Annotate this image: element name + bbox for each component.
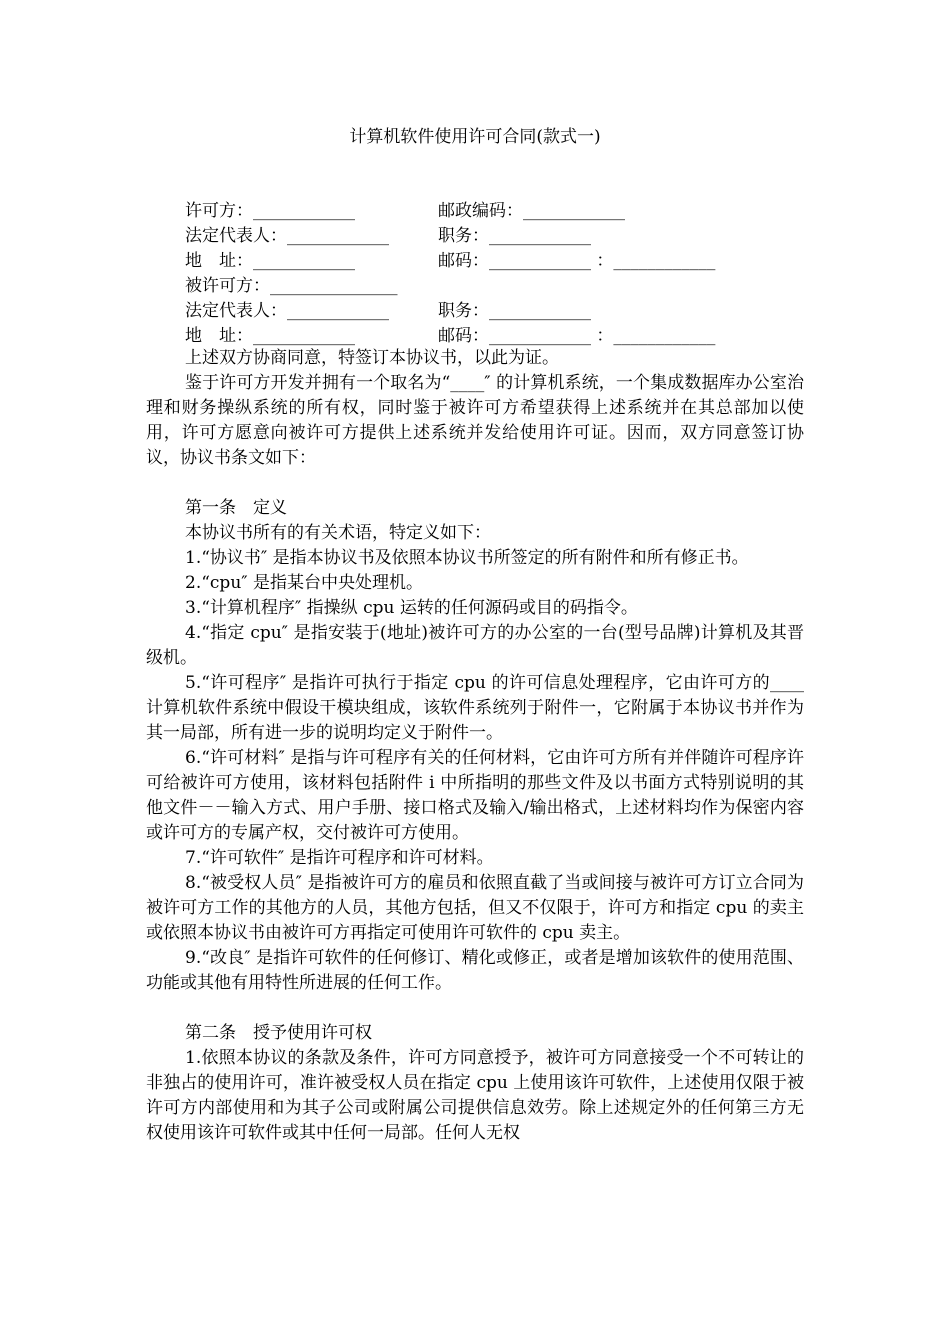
article-paragraph: 8.“被受权人员″ 是指被许可方的雇员和依照直截了当或间接与被许可方订立合同为被许可方工作的其他方的人员，其他方包括，但又不仅限于，许可方和指定 cpu 的卖主或依照本协议书由被许可方再指定可使用许可软件的 cpu 卖主。 [146,873,804,943]
field-row [185,199,825,224]
address-field: 地 址：____________ [185,251,355,271]
article-paragraph: 1.依照本协议的条款及条件，许可方同意授予，被许可方同意接受一个不可转让的非独占的使用许可，准许被受权人员在指定 cpu 上使用该许可软件，上述使用仅限于被许可方内部使用和为其子公司或附属公司提供信息效劳。除上述规定外的任何第三方无权使用该许可软件或其中任何一局部。任何人无权 [146,1048,804,1143]
spacer [146,996,804,1021]
licensee-field: 被许可方：_______________ [185,276,398,296]
article-1-heading: 第一条 定义 [185,498,287,518]
article-paragraph: 2.“cpu″ 是指某台中央处理机。 [185,573,424,593]
article-paragraph: 5.“许可程序″ 是指许可执行于指定 cpu 的许可信息处理程序，它由许可方的____计算机软件系统中假设干模块组成，该软件系统列于附件一，它附属于本协议书并作为其一局部，所有进一步的说明均定义于附件一。 [146,673,804,743]
legal-rep-field: 法定代表人：____________ [185,226,389,246]
field-row [185,224,825,249]
article-paragraph: 4.“指定 cpu″ 是指安装于(地址)被许可方的办公室的一台(型号品牌)计算机及其晋级机。 [146,623,804,668]
intro-paragraph: 上述双方协商同意，特签订本协议书，以此为证。 [185,348,559,368]
field-row [185,299,825,324]
postcode-field: 邮政编码：____________ [438,201,625,221]
article-paragraph: 本协议书所有的有关术语，特定义如下： [185,523,491,543]
position-field: 职务：____________ [438,301,591,321]
article-paragraph: 6.“许可材料″ 是指与许可程序有关的任何材料，它由许可方所有并伴随许可程序许可给被许可方使用，该材料包括附件 i 中所指明的那些文件及以书面方式特别说明的其他文件－－输入方式、用户手册、接口格式及输入/输出格式，上述材料均作为保密内容或许可方的专属产权，交付被许可方使用。 [146,748,804,843]
postcode-field: 邮码：____________ ：____________ [438,251,716,271]
legal-rep-field: 法定代表人：____________ [185,301,389,321]
article-2-heading: 第二条 授予使用许可权 [185,1023,372,1043]
position-field: 职务：____________ [438,226,591,246]
document-body [146,346,804,1146]
document-title: 计算机软件使用许可合同(款式一) [349,127,601,147]
party-info-block [185,199,825,349]
postcode-field: 邮码：____________ ：____________ [438,326,716,346]
field-row [185,249,825,274]
field-row [185,274,825,299]
article-paragraph: 9.“改良″ 是指许可软件的任何修订、精化或修正，或者是增加该软件的使用范围、功能或其他有用特性所进展的任何工作。 [146,948,804,993]
article-paragraph: 7.“许可软件″ 是指许可程序和许可材料。 [185,848,494,868]
spacer [146,471,804,496]
address-field: 地 址：____________ [185,326,355,346]
article-paragraph: 3.“计算机程序″ 指操纵 cpu 运转的任何源码或目的码指令。 [185,598,638,618]
intro-paragraph: 鉴于许可方开发并拥有一个取名为“____″ 的计算机系统，一个集成数据库办公室治理和财务操纵系统的所有权，同时鉴于被许可方希望获得上述系统并在其总部加以使用，许可方愿意向被许可方提供上述系统并发给使用许可证。因而，双方同意签订协议，协议书条文如下： [146,373,804,468]
article-paragraph: 1.“协议书″ 是指本协议书及依照本协议书所签定的所有附件和所有修正书。 [185,548,749,568]
licensor-field: 许可方：____________ [185,201,355,221]
